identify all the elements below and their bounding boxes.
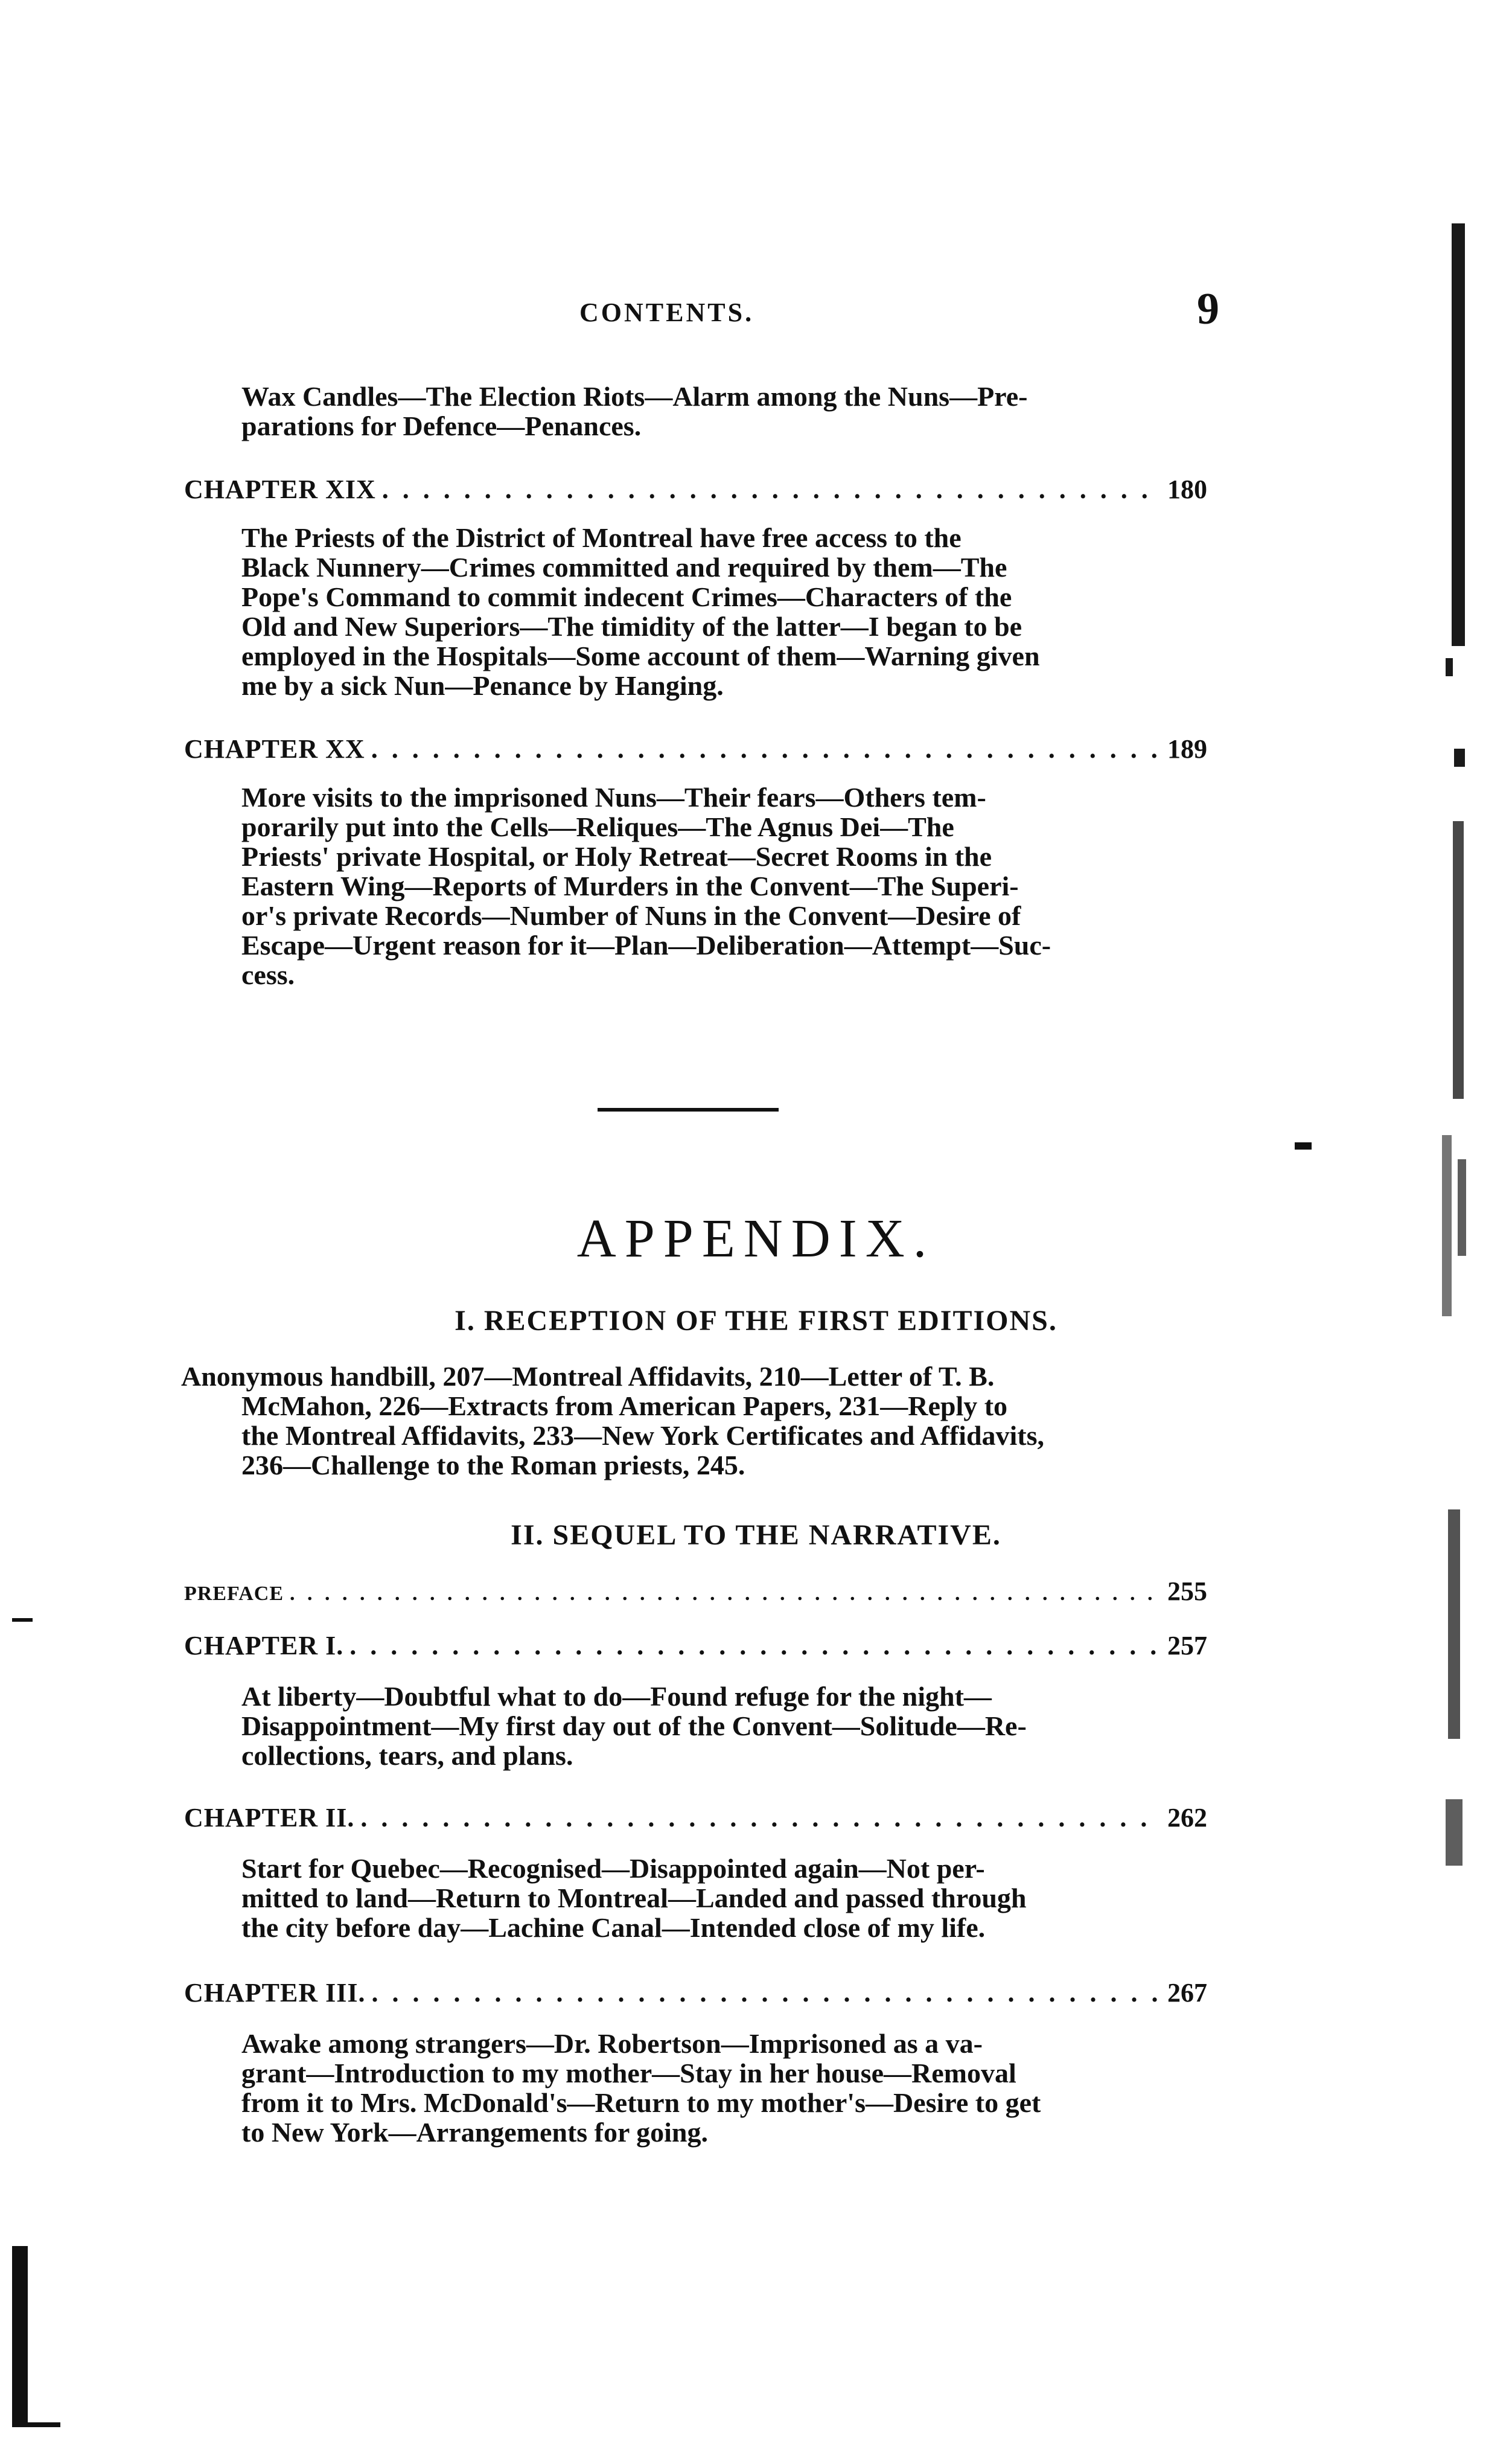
- summary-line: The Priests of the District of Montreal have free access to the: [241, 522, 962, 553]
- dot-leader: [371, 734, 1161, 764]
- summary-line: me by a sick Nun—Penance by Hanging.: [241, 670, 724, 701]
- page-header: [181, 284, 1219, 332]
- preface-label: PREFACE: [184, 1582, 284, 1605]
- summary-line: porarily put into the Cells—Reliques—The Agnus Dei—The: [241, 811, 954, 842]
- preface-entry: [184, 1576, 1207, 1607]
- summary-line: At liberty—Doubtful what to do—Found refuge for the night—: [241, 1681, 992, 1712]
- dot-leader: [349, 1630, 1161, 1661]
- summary-line: Pope's Command to commit indecent Crimes—Characters of the: [241, 581, 1012, 612]
- summary-line: More visits to the imprisoned Nuns—Their fears—Others tem-: [241, 782, 986, 813]
- entry-line: McMahon, 226—Extracts from American Papers, 231—Reply to: [241, 1390, 1008, 1421]
- summary-line: from it to Mrs. McDonald's—Return to my mother's—Desire to get: [241, 2087, 1041, 2118]
- summary-line: the city before day—Lachine Canal—Intended close of my life.: [241, 1912, 986, 1943]
- sequel-chapter-entry-iii: [184, 1977, 1207, 2008]
- binding-gutter-artifact: [1440, 133, 1476, 1884]
- margin-mark-left-foot: [12, 2422, 60, 2427]
- summary-line: Priests' private Hospital, or Holy Retreat—Secret Rooms in the: [241, 841, 992, 872]
- chapter-label: CHAPTER III.: [184, 1978, 366, 2008]
- continuation-summary: [241, 382, 1195, 441]
- appendix-section-title: I. RECEPTION OF THE FIRST EDITIONS.: [455, 1305, 1057, 1337]
- summary-line: Wax Candles—The Election Riots—Alarm among the Nuns—Pre-: [241, 381, 1028, 412]
- summary-line: collections, tears, and plans.: [241, 1740, 573, 1771]
- sequel-chapter-entry-i: [184, 1630, 1207, 1661]
- dot-leader: [360, 1802, 1161, 1833]
- sequel-chapter-summary-ii: [241, 1854, 1195, 1942]
- margin-dash-left: [12, 1618, 33, 1622]
- chapter-label: CHAPTER XX: [184, 734, 365, 764]
- chapter-label: CHAPTER XIX: [184, 475, 376, 504]
- summary-line: Eastern Wing—Reports of Murders in the Convent—The Superi-: [241, 871, 1019, 901]
- chapter-entry-xx: [184, 734, 1207, 764]
- margin-dash-right: [1295, 1142, 1312, 1150]
- preface-page-number: 255: [1167, 1576, 1207, 1606]
- page-number: 9: [1197, 284, 1219, 334]
- chapter-summary-xx: [241, 782, 1195, 990]
- summary-line: Black Nunnery—Crimes committed and required by them—The: [241, 552, 1007, 583]
- appendix-section1-entries: [181, 1362, 1207, 1480]
- entry-line: 236—Challenge to the Roman priests, 245.: [241, 1450, 745, 1480]
- chapter-label: CHAPTER I.: [184, 1631, 344, 1660]
- appendix-section-title: II. SEQUEL TO THE NARRATIVE.: [511, 1519, 1001, 1551]
- chapter-page-number: 262: [1167, 1803, 1207, 1832]
- dot-leader: [382, 474, 1161, 505]
- chapter-page-number: 189: [1167, 734, 1207, 764]
- dot-leader: [372, 1977, 1162, 2008]
- entry-line: Anonymous handbill, 207—Montreal Affidavits, 210—Letter of T. B.: [181, 1361, 995, 1392]
- summary-line: or's private Records—Number of Nuns in the Convent—Desire of: [241, 900, 1021, 931]
- running-title: CONTENTS.: [579, 298, 754, 327]
- sequel-chapter-entry-ii: [184, 1802, 1207, 1833]
- margin-mark-left: [12, 2246, 28, 2427]
- chapter-label: CHAPTER II.: [184, 1803, 355, 1832]
- summary-line: mitted to land—Return to Montreal—Landed and passed through: [241, 1883, 1027, 1913]
- summary-line: grant—Introduction to my mother—Stay in her house—Removal: [241, 2058, 1016, 2088]
- sequel-chapter-summary-iii: [241, 2029, 1195, 2147]
- summary-line: Escape—Urgent reason for it—Plan—Deliberation—Attempt—Suc-: [241, 930, 1051, 961]
- section-divider-rule: [598, 1108, 779, 1112]
- chapter-entry-xix: [184, 474, 1207, 505]
- chapter-page-number: 257: [1167, 1631, 1207, 1660]
- summary-line: Disappointment—My first day out of the Convent—Solitude—Re-: [241, 1710, 1027, 1741]
- summary-line: Awake among strangers—Dr. Robertson—Imprisoned as a va-: [241, 2028, 983, 2059]
- chapter-page-number: 267: [1167, 1978, 1207, 2008]
- sequel-chapter-summary-i: [241, 1682, 1195, 1770]
- chapter-page-number: 180: [1167, 475, 1207, 504]
- entry-line: the Montreal Affidavits, 233—New York Certificates and Affidavits,: [241, 1420, 1045, 1451]
- summary-line: Old and New Superiors—The timidity of the latter—I began to be: [241, 611, 1022, 642]
- summary-line: cess.: [241, 959, 295, 990]
- summary-line: Start for Quebec—Recognised—Disappointed again—Not per-: [241, 1853, 985, 1884]
- summary-line: to New York—Arrangements for going.: [241, 2117, 708, 2148]
- summary-line: employed in the Hospitals—Some account of them—Warning given: [241, 641, 1040, 671]
- summary-line: parations for Defence—Penances.: [241, 411, 642, 441]
- chapter-summary-xix: [241, 523, 1195, 700]
- dot-leader: [290, 1582, 1161, 1605]
- appendix-title: APPENDIX.: [576, 1209, 936, 1269]
